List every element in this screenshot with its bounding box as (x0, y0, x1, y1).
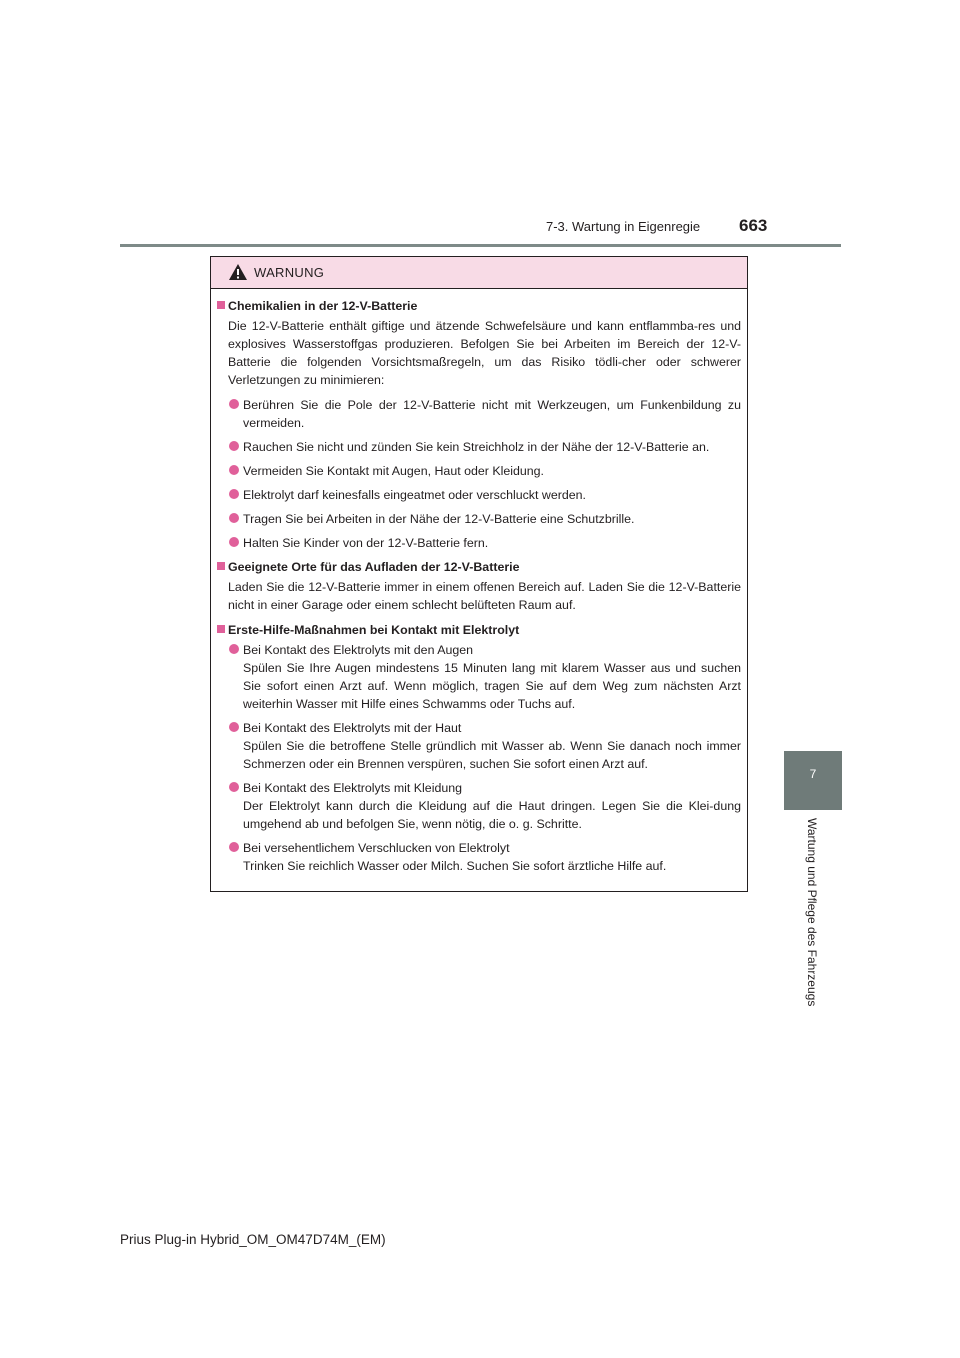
square-bullet-icon (217, 301, 225, 309)
section-title-text: Chemikalien in der 12-V-Batterie (228, 299, 418, 313)
chapter-side-label (803, 818, 823, 1028)
round-bullet-icon (229, 842, 239, 852)
round-bullet-icon (229, 722, 239, 732)
section-title-text: Geeignete Orte für das Aufladen der 12-V-Batterie (228, 560, 520, 574)
round-bullet-icon (229, 441, 239, 451)
list-item (217, 839, 741, 875)
warning-header (211, 257, 747, 289)
list-item-heading: Bei Kontakt des Elektrolyts mit den Augen (243, 643, 474, 657)
list-item (217, 438, 741, 456)
list-item (217, 534, 741, 552)
section-title (217, 621, 741, 639)
square-bullet-icon (217, 625, 225, 633)
list-item (217, 641, 741, 713)
round-bullet-icon (229, 782, 239, 792)
chapter-side-label-text: Wartung und Pflege des Fahrzeugs (805, 818, 819, 1007)
list-item-text: Halten Sie Kinder von der 12-V-Batterie fern. (243, 536, 489, 550)
list-item (217, 779, 741, 833)
chapter-tab[interactable] (784, 751, 842, 810)
list-item-text: Vermeiden Sie Kontakt mit Augen, Haut oder Kleidung. (243, 464, 545, 478)
warning-body (217, 297, 741, 881)
list-item-heading: Bei Kontakt des Elektrolyts mit der Haut (243, 721, 462, 735)
list-item-heading: Bei versehentlichem Verschlucken von Elektrolyt (243, 841, 510, 855)
round-bullet-icon (229, 489, 239, 499)
round-bullet-icon (229, 644, 239, 654)
list-item (217, 510, 741, 528)
list-item-text: Tragen Sie bei Arbeiten in der Nähe der 12-V-Batterie eine Schutzbrille. (243, 512, 635, 526)
section-title (217, 297, 741, 315)
round-bullet-icon (229, 513, 239, 523)
round-bullet-icon (229, 465, 239, 475)
list-item (217, 462, 741, 480)
list-item-text: Rauchen Sie nicht und zünden Sie kein Streichholz in der Nähe der 12-V-Batterie an. (243, 440, 710, 454)
round-bullet-icon (229, 537, 239, 547)
chapter-tab-number: 7 (809, 767, 817, 781)
warning-title: WARNUNG (254, 265, 325, 280)
section-title-text: Erste-Hilfe-Maßnahmen bei Kontakt mit Elektrolyt (228, 623, 520, 637)
warning-triangle-icon (228, 263, 248, 281)
list-item-text: Trinken Sie reichlich Wasser oder Milch. Suchen Sie sofort ärztliche Hilfe auf. (243, 859, 667, 873)
header-section-title: 7-3. Wartung in Eigenregie (546, 219, 701, 234)
list-item-text: Spülen Sie die betroffene Stelle gründlich mit Wasser ab. Wenn Sie danach noch immer Schmerzen oder ein Brennen verspüren, suchen Sie sofort einen Arzt auf. (243, 739, 741, 771)
round-bullet-icon (229, 399, 239, 409)
list-item-heading: Bei Kontakt des Elektrolyts mit Kleidung (243, 781, 463, 795)
list-item (217, 396, 741, 432)
square-bullet-icon (217, 562, 225, 570)
page-number: 663 (739, 216, 768, 235)
section-paragraph: Die 12-V-Batterie enthält giftige und ätzende Schwefelsäure und kann entflammba-res und explosives Wasserstoffgas produzieren. Befolgen Sie bei Arbeiten im Bereich der 12-V-Batterie die folgenden Vorsichtsmaßregeln, um das Risiko tödli-cher oder schwerer Verletzungen zu minimieren: (228, 319, 741, 387)
list-item (217, 486, 741, 504)
section-paragraph: Laden Sie die 12-V-Batterie immer in einem offenen Bereich auf. Laden Sie die 12-V-Batterie nicht in einer Garage oder einem schlecht belüfteten Raum auf. (228, 580, 741, 612)
section-title (217, 558, 741, 576)
warning-box (210, 256, 748, 892)
header-rule (120, 244, 841, 247)
list-item-text: Elektrolyt darf keinesfalls eingeatmet oder verschluckt werden. (243, 488, 586, 502)
list-item (217, 719, 741, 773)
list-item-text: Der Elektrolyt kann durch die Kleidung auf die Haut dringen. Legen Sie die Klei-dung umgehend ab und befolgen Sie, wenn nötig, die o. g. Schritte. (243, 799, 741, 831)
list-item-text: Berühren Sie die Pole der 12-V-Batterie nicht mit Werkzeugen, um Funkenbildung zu vermeiden. (243, 398, 741, 430)
footer-document-id: Prius Plug-in Hybrid_OM_OM47D74M_(EM) (120, 1232, 386, 1247)
list-item-text: Spülen Sie Ihre Augen mindestens 15 Minuten lang mit klarem Wasser aus und suchen Sie sofort einen Arzt auf. Wenn möglich, tragen Sie auf dem Weg zum nächsten Arzt weiterhin Wasser mit Hilfe eines Schwamms oder Tuchs auf. (243, 661, 741, 711)
